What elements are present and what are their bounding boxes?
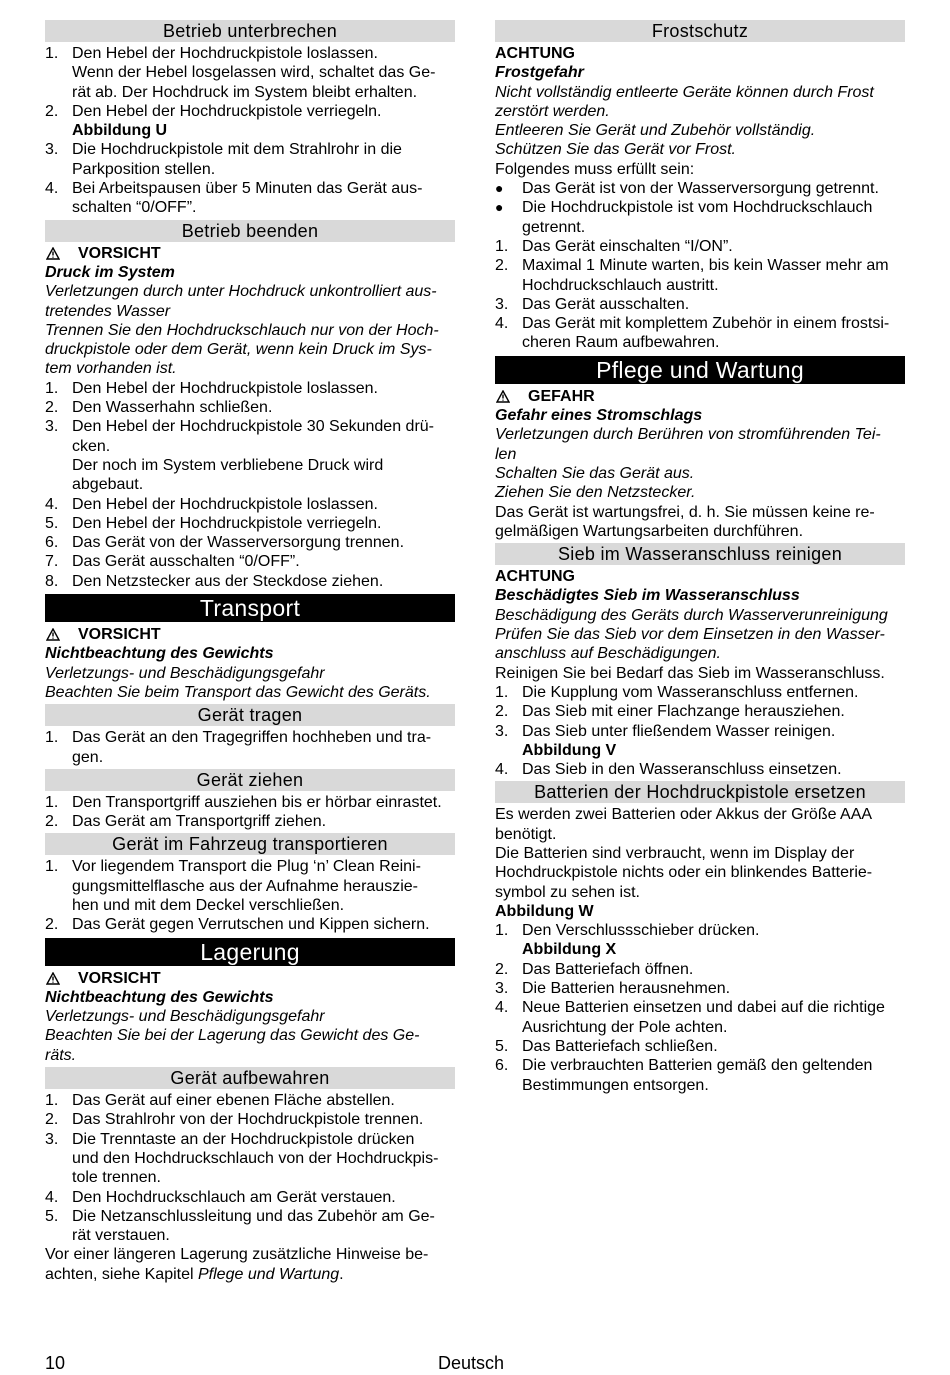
list-item [45,1130,455,1188]
text-line: räts. [45,1046,77,1064]
list-number: 4. [45,495,59,513]
text-line: tole trennen. [72,1169,161,1187]
list-item [45,514,455,533]
page-number: 10 [45,1353,66,1373]
list-text [72,398,455,417]
hazard-title: Druck im System [45,263,175,281]
bold-label: Abbildung W [495,902,594,920]
text-line: Das Gerät einschalten “I/ON”. [522,237,733,255]
text-line: Den Hebel der Hochdruckpistole loslassen. [72,45,378,62]
text-line: Die Batterien herausnehmen. [522,980,731,998]
hazard-description [495,425,905,502]
list-item [495,760,905,779]
section-subheading: Gerät im Fahrzeug transportieren [45,833,455,855]
chapter-heading: Pflege und Wartung [495,356,905,384]
text-line: Nicht vollständig entleerte Geräte können durch Frost [495,83,874,101]
list-number: 2. [45,399,59,417]
text-line: Den Wasserhahn schließen. [72,399,273,417]
text-line: Das Gerät ist wartungsfrei, d. h. Sie müssen keine re- [495,503,875,521]
text-line: benötigt. [495,825,557,843]
list-item [45,533,455,552]
text-line: cken. [72,437,111,455]
section-subheading: Betrieb unterbrechen [45,20,455,42]
text-line: Das Batteriefach schließen. [522,1037,718,1055]
list-text [72,102,455,141]
hazard-description [495,606,905,664]
hazard-title: Beschädigtes Sieb im Wasseranschluss [495,587,800,605]
list-number: 3. [495,295,509,313]
list-number: 8. [45,572,59,590]
section-subheading: Gerät ziehen [45,769,455,791]
list-text [72,417,455,494]
text-line: Verletzungen durch unter Hochdruck unkontrolliert aus- [45,283,437,301]
list-number: 5. [45,514,59,532]
list-number: 2. [45,916,59,934]
list-text [72,533,455,552]
list-number: 1. [495,683,509,701]
list-text [522,1056,905,1095]
list-number: 1. [45,1092,59,1110]
text-line: Verletzungs- und Beschädigungsgefahr [45,664,325,682]
list-text [522,960,905,979]
text-line: Das Sieb in den Wasseranschluss einsetzen. [522,761,842,779]
list-item [45,1091,455,1110]
list-item [45,728,455,767]
list-text [72,1110,455,1129]
text-line: Das Strahlrohr von der Hochdruckpistole trennen. [72,1111,424,1129]
text-line: Den Transportgriff ausziehen bis er hörbar einrastet. [72,793,442,811]
bullet-item [495,179,905,198]
list-number: 4. [495,999,509,1017]
text-line: Die Netzanschlussleitung und das Zubehör am Ge- [72,1207,435,1225]
list-text [72,1207,455,1246]
list-text [522,683,905,702]
section-subheading: Frostschutz [495,20,905,42]
text: . [339,1265,344,1283]
list-number: 3. [45,418,59,436]
text-line: Das Sieb unter fließendem Wasser reinigen. [522,722,836,740]
list-text [522,237,905,256]
left-column [45,18,455,1284]
text-line: len [495,445,517,463]
list-number: 1. [45,379,59,397]
list-item [45,495,455,514]
list-text [522,314,905,353]
list-text [72,857,455,915]
text-line: Das Gerät von der Wasserversorgung trennen. [72,534,405,552]
warning-triangle-icon [496,390,510,403]
list-item [45,1207,455,1246]
warning-label [45,244,455,263]
bullet-icon: ● [495,180,504,197]
list-text [522,702,905,721]
text-line: gungsmittelflasche aus der Aufnahme herauszie- [72,877,418,895]
text-line: hen und mit dem Deckel verschließen. [72,896,345,914]
hazard-description [495,83,905,160]
list-text [72,514,455,533]
text-line: Schützen Sie das Gerät vor Frost. [495,141,736,159]
list-item [495,1056,905,1095]
text-line: Es werden zwei Batterien oder Akkus der Größe AAA [495,806,873,824]
paragraph [495,160,905,179]
hazard-title: Nichtbeachtung des Gewichts [45,645,274,663]
list-item [45,44,455,102]
list-text [522,921,905,960]
list-number: 4. [45,1188,59,1206]
list-item [45,398,455,417]
text-line: Neue Batterien einsetzen und dabei auf die richtige [522,999,885,1017]
list-text [72,793,455,812]
text-line: Den Hochdruckschlauch am Gerät verstauen. [72,1188,396,1206]
text-line: schalten “0/OFF”. [72,199,197,217]
list-number: 2. [495,257,509,275]
list-item [495,256,905,295]
text-line: Die Hochdruckpistole ist vom Hochdruckschlauch [522,199,873,217]
text-line: Das Gerät gegen Verrutschen und Kippen sichern. [72,916,430,934]
text-line: rät verstauen. [72,1227,170,1245]
list-number: 3. [45,141,59,159]
list-number: 4. [495,761,509,779]
hazard-description [45,282,455,378]
text-line: cheren Raum aufbewahren. [522,334,720,352]
list-item [45,915,455,934]
list-text [522,295,905,314]
text-line: Prüfen Sie das Sieb vor dem Einsetzen in den Wasser- [495,626,885,644]
list-text [72,728,455,767]
warning-triangle-icon [46,972,60,985]
text-line: tem vorhanden ist. [45,360,177,378]
list-text [72,495,455,514]
paragraph [495,503,905,542]
list-number: 2. [45,813,59,831]
right-column [495,18,905,1095]
hazard-title: Gefahr eines Stromschlags [495,407,703,425]
list-text [522,179,905,198]
text-line: Vor liegendem Transport die Plug ‘n’ Clean Reini- [72,858,421,876]
list-item [45,793,455,812]
text-line: Ausrichtung der Pole achten. [522,1018,728,1036]
text-line: Das Gerät ist von der Wasserversorgung getrennt. [522,180,879,198]
text-line: Den Hebel der Hochdruckpistole loslassen. [72,379,378,397]
list-text [522,998,905,1037]
list-number: 1. [45,729,59,747]
text-line: Den Hebel der Hochdruckpistole loslassen. [72,495,378,513]
warning-text: VORSICHT [78,244,161,262]
text-line: Das Gerät auf einer ebenen Fläche abstellen. [72,1092,395,1110]
list-item [495,314,905,353]
list-text [72,1188,455,1207]
section-subheading: Gerät aufbewahren [45,1067,455,1089]
list-text [72,140,455,179]
hazard-title: Nichtbeachtung des Gewichts [45,988,274,1006]
text-line: Die Trenntaste an der Hochdruckpistole drücken [72,1130,415,1148]
text-line: Folgendes muss erfüllt sein: [495,160,695,178]
section-subheading: Betrieb beenden [45,220,455,242]
text-line: gelmäßigen Wartungsarbeiten durchführen. [495,522,804,540]
section-subheading: Sieb im Wasseranschluss reinigen [495,543,905,565]
list-text [72,812,455,831]
hazard-description [45,1007,455,1065]
list-number: 6. [45,534,59,552]
list-number: 5. [495,1037,509,1055]
chapter-reference: Pflege und Wartung [198,1265,340,1283]
bold-label: ACHTUNG [495,568,575,586]
section-subheading: Gerät tragen [45,704,455,726]
paragraph [45,1245,455,1264]
text-line: Das Gerät mit komplettem Zubehör in einem frostsi- [522,315,890,333]
text-line: Die Kupplung vom Wasseranschluss entfernen. [522,683,859,701]
list-item [495,960,905,979]
hazard-title: Frostgefahr [495,64,584,82]
warning-text: VORSICHT [78,969,161,987]
footer-language: Deutsch [438,1353,505,1373]
chapter-heading: Transport [45,594,455,622]
text-line: Bestimmungen entsorgen. [522,1076,709,1094]
list-item [45,379,455,398]
text-line: Ziehen Sie den Netzstecker. [495,484,696,502]
list-item [495,921,905,960]
list-text [72,915,455,934]
list-number: 1. [495,237,509,255]
list-item [45,1188,455,1207]
warning-label [495,387,905,406]
list-number: 2. [495,703,509,721]
text-line: anschluss auf Beschädigungen. [495,645,721,663]
list-text [72,179,455,218]
text-line: Parkposition stellen. [72,160,216,178]
list-text [522,256,905,295]
text-line: Maximal 1 Minute warten, bis kein Wasser mehr am [522,257,889,275]
text-line: Hochdruckschlauch austritt. [522,276,719,294]
warning-label [45,625,455,644]
list-text [72,379,455,398]
list-item [45,417,455,494]
text-line: Das Sieb mit einer Flachzange herausziehen. [522,703,845,721]
text-line: druckpistole oder dem Gerät, wenn kein Druck im Sys- [45,341,432,359]
list-number: 4. [495,315,509,333]
list-text [72,1091,455,1110]
text-line: Reinigen Sie bei Bedarf das Sieb im Wasseranschluss. [495,664,885,682]
text-line: Den Hebel der Hochdruckpistole verriegeln. [72,514,382,532]
list-number: 3. [495,722,509,740]
warning-triangle-icon [46,247,60,260]
list-text [522,760,905,779]
text-line: Das Batteriefach öffnen. [522,960,694,978]
text-line: Den Hebel der Hochdruckpistole verriegeln. [72,102,382,120]
list-text [522,198,905,237]
list-text [522,979,905,998]
list-item [495,998,905,1037]
text-line: Die Hochdruckpistole mit dem Strahlrohr in die [72,141,402,159]
list-number: 4. [45,180,59,198]
bullet-icon: ● [495,199,504,216]
list-number: 6. [495,1057,509,1075]
list-item [495,237,905,256]
list-number: 2. [495,960,509,978]
warning-text: GEFAHR [528,387,595,405]
text-line: Vor einer längeren Lagerung zusätzliche Hinweise be- [45,1246,429,1264]
list-item [495,295,905,314]
list-number: 1. [45,793,59,811]
text-line: Beachten Sie bei der Lagerung das Gewicht des Ge- [45,1027,420,1045]
bullet-item [495,198,905,237]
paragraph [495,805,905,901]
text-line: Die verbrauchten Batterien gemäß den geltenden [522,1057,873,1075]
chapter-heading: Lagerung [45,938,455,966]
warning-triangle-icon [46,628,60,641]
list-number: 2. [45,1111,59,1129]
paragraph [45,1265,455,1284]
text-line: Wenn der Hebel losgelassen wird, schaltet das Ge- [72,64,436,82]
text-line: Das Gerät am Transportgriff ziehen. [72,813,327,831]
text-line: Bei Arbeitspausen über 5 Minuten das Gerät aus- [72,180,423,198]
text-line: Das Gerät ausschalten. [522,295,690,313]
text-line: Hochdruckpistole nichts oder ein blinkendes Batterie- [495,864,873,882]
list-number: 2. [45,102,59,120]
bold-label: ACHTUNG [495,45,575,62]
list-item [45,812,455,831]
list-text [72,552,455,571]
text-line: Trennen Sie den Hochdruckschlauch nur von der Hoch- [45,321,439,339]
text-line: Verletzungen durch Berühren von stromführenden Tei- [495,426,881,444]
list-text [72,572,455,591]
list-item [45,552,455,571]
text-line: Das Gerät ausschalten “0/OFF”. [72,553,300,571]
text-line: tretendes Wasser [45,302,171,320]
list-item [45,140,455,179]
text-line: Entleeren Sie Gerät und Zubehör vollständig. [495,122,816,140]
text-line: getrennt. [522,218,586,236]
list-number: 1. [45,45,59,62]
paragraph [495,664,905,683]
text-line: Der noch im System verbliebene Druck wird abgebaut. [72,456,384,494]
text-line: gen. [72,748,104,766]
text-line: rät ab. Der Hochdruck im System bleibt erhalten. [72,83,418,101]
text-line: Beachten Sie beim Transport das Gewicht des Geräts. [45,683,431,701]
list-item [45,857,455,915]
list-number: 7. [45,553,59,571]
list-text [72,44,455,102]
text-line: Den Netzstecker aus der Steckdose ziehen. [72,572,384,590]
list-number: 1. [45,858,59,876]
list-item [495,1037,905,1056]
list-item [495,722,905,761]
list-item [495,683,905,702]
list-item [45,179,455,218]
list-number: 3. [495,980,509,998]
text: achten, siehe Kapitel [45,1265,198,1283]
list-text [72,1130,455,1188]
text-line: Verletzungs- und Beschädigungsgefahr [45,1008,325,1026]
text-line: symbol zu sehen ist. [495,883,640,901]
figure-reference: Abbildung V [522,741,617,759]
list-text [522,722,905,761]
page-footer [45,1353,905,1375]
list-item [495,979,905,998]
text-line: Den Verschlussschieber drücken. [522,922,760,940]
text-line: und den Hochdruckschlauch von der Hochdruckpis- [72,1149,439,1167]
list-item [45,102,455,141]
text-line: Beschädigung des Geräts durch Wasserverunreinigung [495,606,888,624]
list-text [522,1037,905,1056]
text-line: Den Hebel der Hochdruckpistole 30 Sekunden drü- [72,418,434,436]
text-line: Das Gerät an den Tragegriffen hochheben und tra- [72,729,432,747]
figure-reference: Abbildung X [522,941,617,959]
hazard-description [45,664,455,703]
list-item [495,702,905,721]
list-number: 1. [495,922,509,940]
section-subheading: Batterien der Hochdruckpistole ersetzen [495,781,905,803]
figure-reference: Abbildung U [72,122,168,140]
warning-label [45,969,455,988]
list-number: 5. [45,1207,59,1225]
list-number: 3. [45,1130,59,1148]
list-item [45,1110,455,1129]
warning-text: VORSICHT [78,626,161,644]
list-item [45,572,455,591]
text-line: Die Batterien sind verbraucht, wenn im Display der [495,844,855,862]
text-line: Schalten Sie das Gerät aus. [495,464,695,482]
text-line: zerstört werden. [495,102,610,120]
